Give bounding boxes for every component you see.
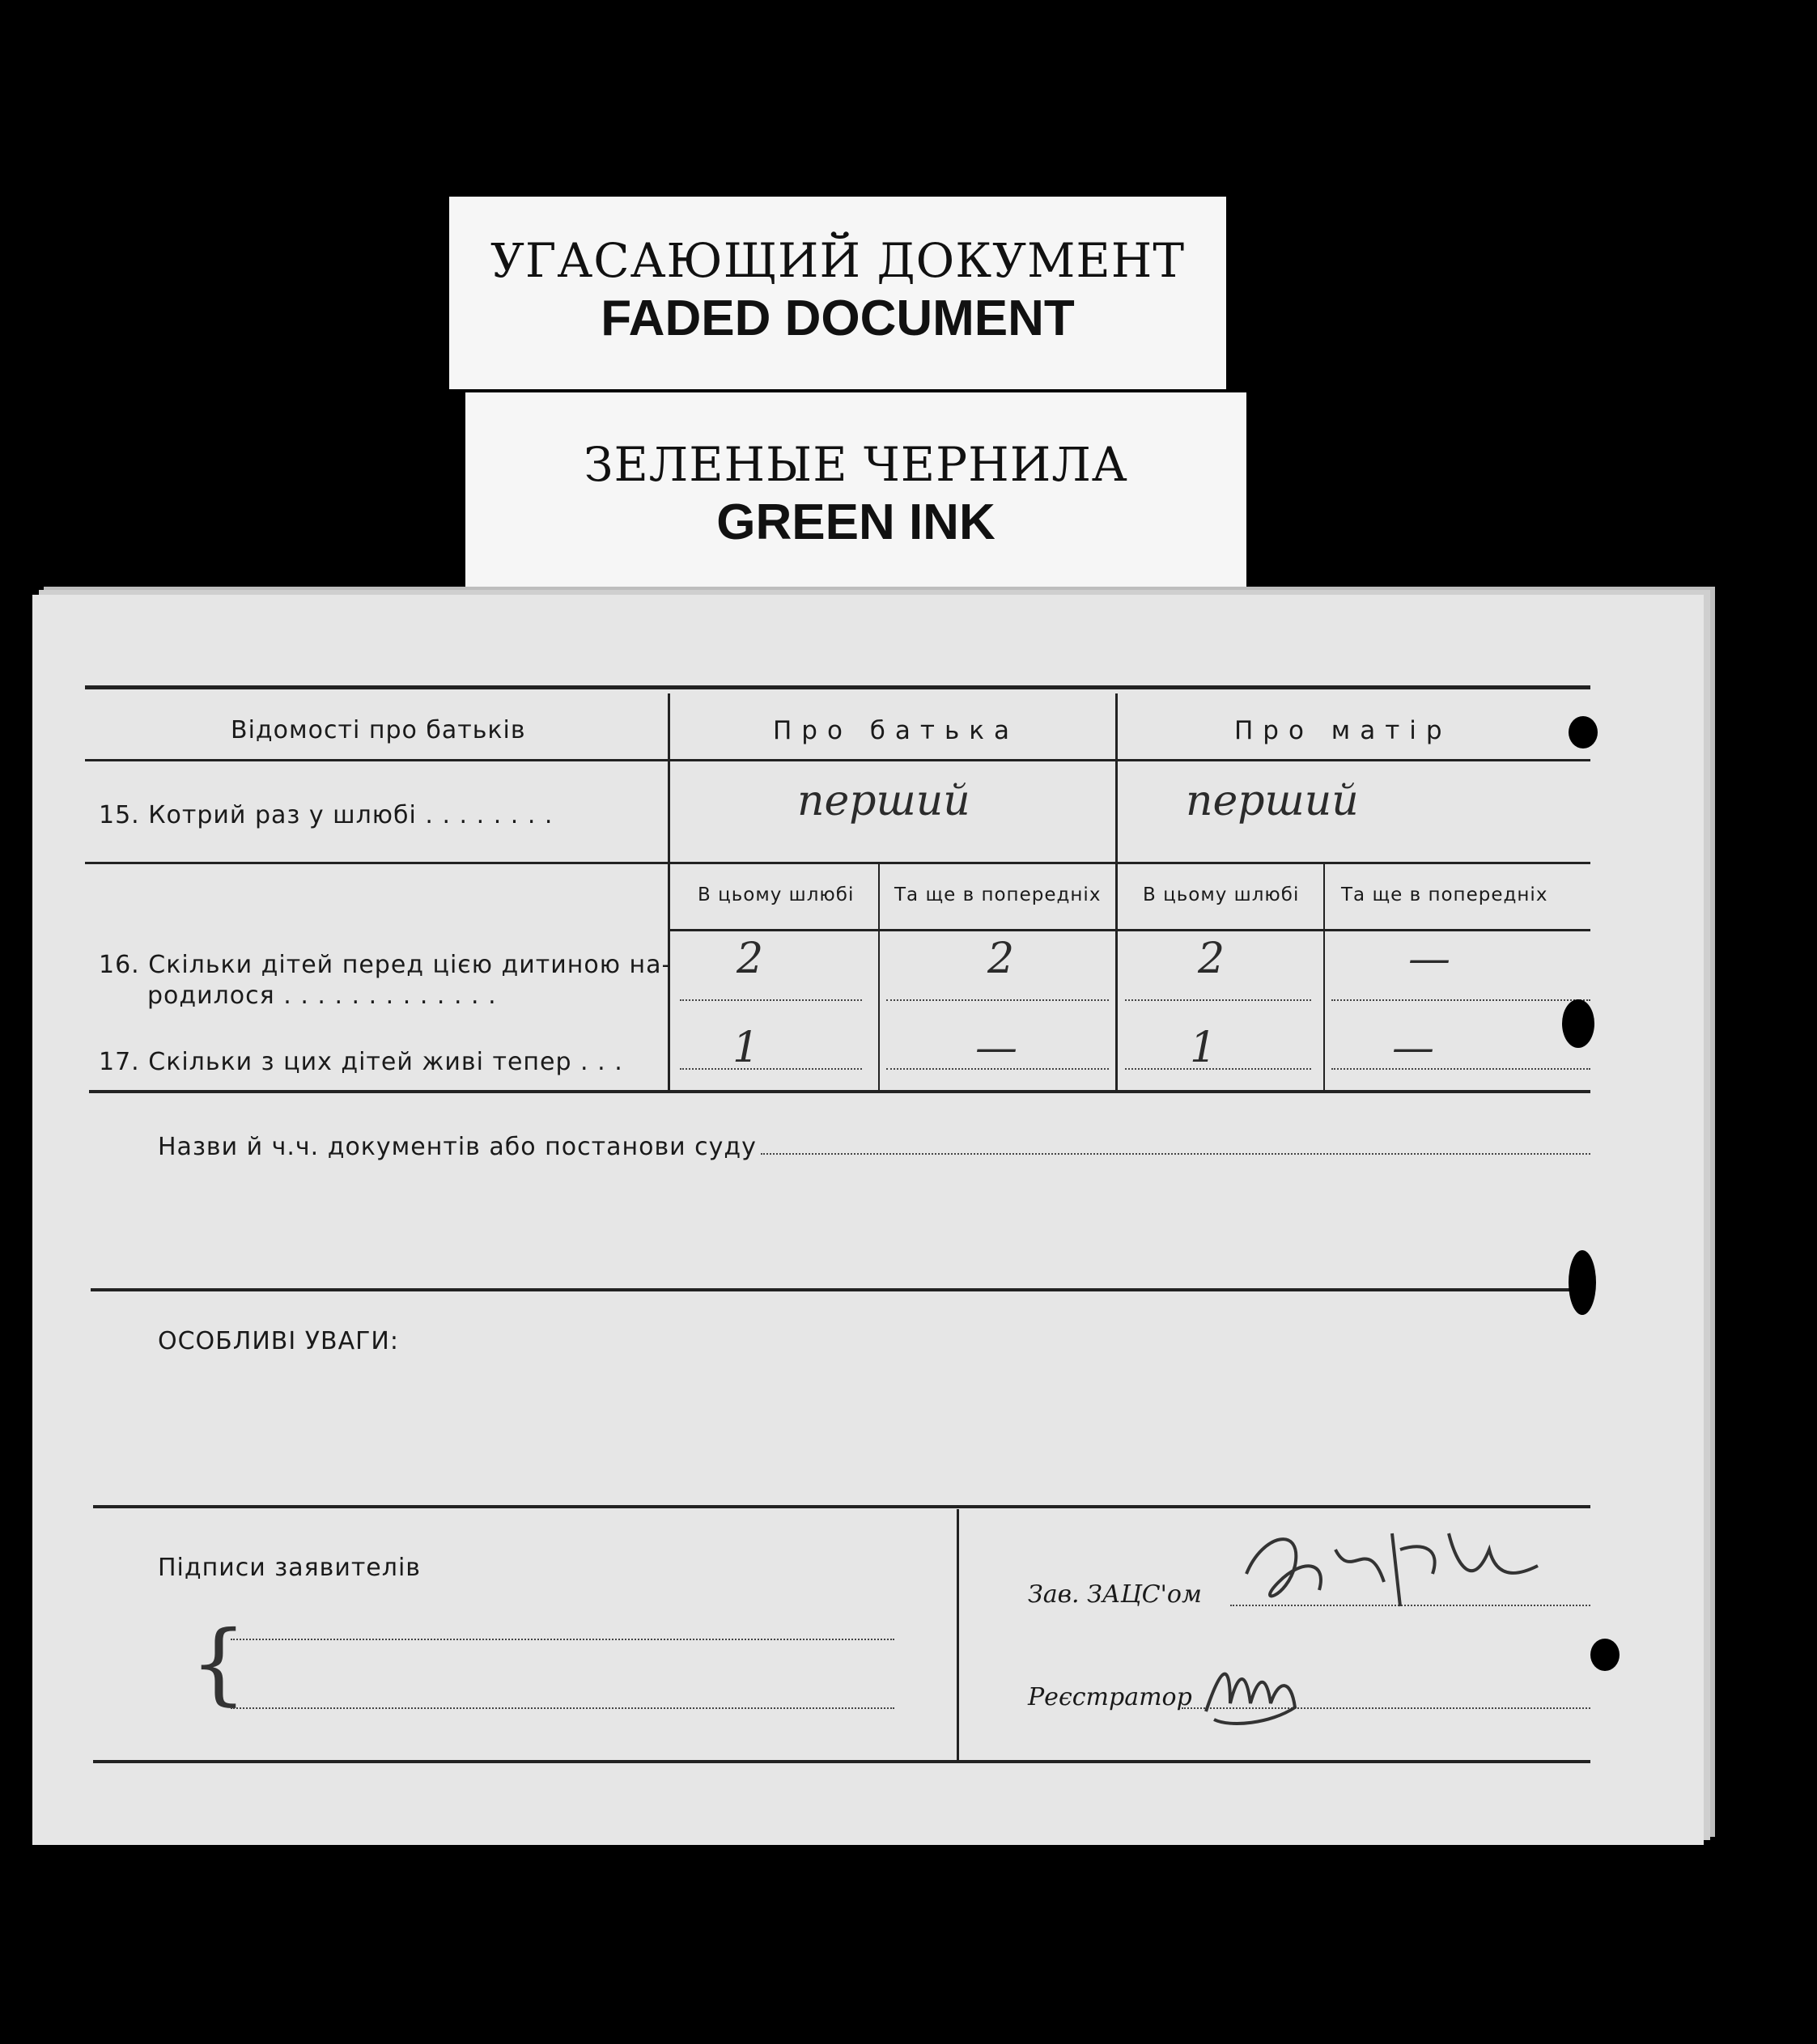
col-divider-2 <box>1115 693 1118 1090</box>
punch-hole <box>1569 1250 1596 1315</box>
row15-mother-value: перший <box>1186 777 1359 825</box>
subcol-divider-father <box>878 863 880 1090</box>
header-rule <box>85 759 1590 761</box>
row16-label-line1: 16. Скільки дітей перед цією дитиною на- <box>99 951 672 979</box>
bottom-rule <box>93 1760 1590 1763</box>
mother-this-marriage-header: В цьому шлюбі <box>1143 884 1300 905</box>
faded-document-en: FADED DOCUMENT <box>601 290 1075 346</box>
green-ink-label <box>465 392 1246 587</box>
row17-father-prev: — <box>975 1024 1017 1072</box>
applicant-signatures-label: Підписи заявителів <box>158 1554 421 1582</box>
documents-label: Назви й ч.ч. документів або постанови суду <box>158 1133 757 1161</box>
header-parents-info: Відомості про батьків <box>231 716 526 744</box>
applicant-brace: { <box>190 1611 247 1715</box>
row17-mother-this: 1 <box>1190 1024 1217 1072</box>
mother-previous-header: Та ще в попередніх <box>1341 884 1548 905</box>
row16-dotline-2 <box>886 999 1109 1001</box>
faded-document-ru: УГАСАЮЩИЙ ДОКУМЕНТ <box>490 233 1186 288</box>
head-signature <box>1230 1485 1554 1639</box>
row17-dotline-3 <box>1125 1068 1311 1070</box>
subheader-rule <box>668 929 1590 931</box>
row17-label: 17. Скільки з цих дітей живі тепер . . . <box>99 1048 623 1076</box>
documents-dotline <box>761 1153 1590 1155</box>
punch-hole <box>1569 716 1598 748</box>
row15-father-value: перший <box>797 777 970 825</box>
row17-dotline-1 <box>680 1068 862 1070</box>
applicant-signature-line-2 <box>231 1707 894 1709</box>
row16-dotline-1 <box>680 999 862 1001</box>
row17-dotline-2 <box>886 1068 1109 1070</box>
green-ink-en: GREEN INK <box>716 494 996 550</box>
row16-label-line2: родилося . . . . . . . . . . . . . <box>147 982 497 1010</box>
col-divider-1 <box>668 693 670 1090</box>
header-mother: Про матір <box>1234 716 1452 745</box>
father-this-marriage-header: В цьому шлюбі <box>698 884 855 905</box>
header-father: Про батька <box>773 716 1019 745</box>
row16-dotline-3 <box>1125 999 1311 1001</box>
father-previous-header: Та ще в попередніх <box>894 884 1102 905</box>
row17-dotline-4 <box>1331 1068 1590 1070</box>
row16-father-prev: 2 <box>987 935 1015 983</box>
special-notes-label: ОСОБЛИВІ УВАГИ: <box>158 1327 399 1355</box>
registrar-signature <box>1198 1647 1344 1736</box>
row17-rule <box>89 1090 1590 1093</box>
row16-mother-prev: — <box>1408 935 1450 983</box>
row16-dotline-4 <box>1331 999 1590 1001</box>
registrar-label: Реєстратор <box>1028 1683 1192 1711</box>
documents-rule <box>91 1288 1590 1291</box>
head-label: Зав. ЗАЦС'ом <box>1028 1580 1202 1609</box>
row16-father-this: 2 <box>737 935 764 983</box>
punch-hole <box>1590 1639 1620 1671</box>
subcol-divider-mother <box>1323 863 1325 1090</box>
green-ink-ru: ЗЕЛЕНЫЕ ЧЕРНИЛА <box>584 437 1128 492</box>
row17-father-this: 1 <box>732 1024 760 1072</box>
row15-rule <box>85 862 1590 864</box>
registration-card <box>32 595 1704 1845</box>
row16-mother-this: 2 <box>1198 935 1225 983</box>
punch-hole <box>1562 999 1594 1048</box>
row17-mother-prev: — <box>1392 1024 1434 1072</box>
row15-label: 15. Котрий раз у шлюбі . . . . . . . . <box>99 801 554 829</box>
applicant-signature-line-1 <box>231 1639 894 1640</box>
faded-document-label <box>449 197 1226 389</box>
top-rule <box>85 685 1590 689</box>
signatures-divider <box>957 1509 959 1760</box>
